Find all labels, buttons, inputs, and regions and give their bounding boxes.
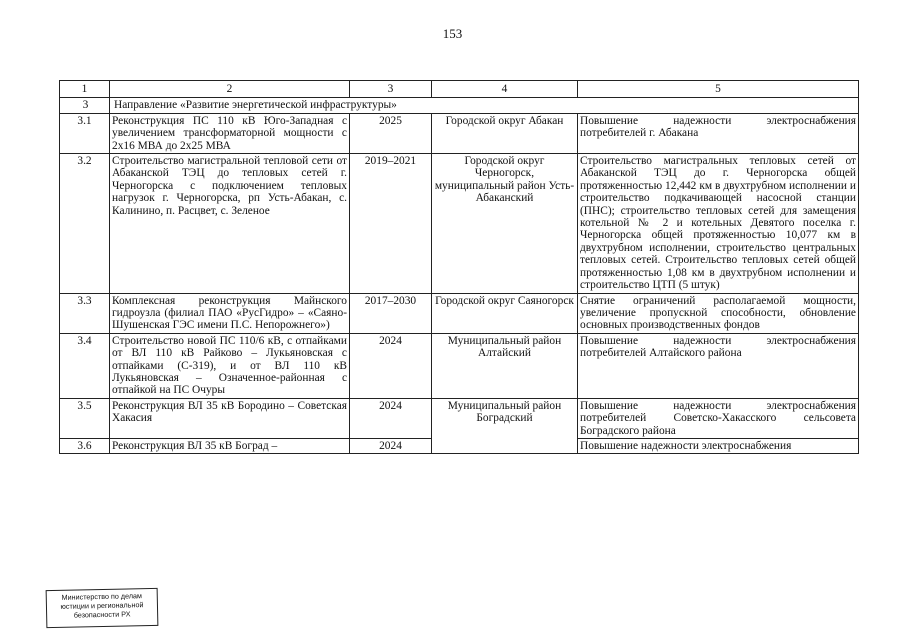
project-years: 2024 <box>350 333 432 398</box>
ministry-stamp <box>46 588 159 628</box>
page-number: 153 <box>442 26 463 41</box>
stamp-line: безопасности РХ <box>73 609 131 620</box>
project-name: Реконструкция ПС 110 кВ Юго-Западная с увеличением трансформаторной мощности с 2х16 МВА до 2х25 МВА <box>110 113 350 153</box>
project-effect: Повышение надежности электроснабжения <box>578 438 859 453</box>
row-number: 3.4 <box>60 333 110 398</box>
project-years: 2024 <box>350 398 432 438</box>
section-title: Направление «Развитие энергетической инфраструктуры» <box>110 98 859 113</box>
stamp-line: юстиции и региональной <box>60 600 144 611</box>
table-row <box>60 293 859 333</box>
stamp-line: Министерство по делам <box>61 591 143 602</box>
projects-table <box>59 80 859 454</box>
table-row <box>60 113 859 153</box>
column-header-2: 2 <box>110 81 350 98</box>
header-row <box>60 81 859 98</box>
project-name: Строительство магистральной тепловой сети от Абаканской ТЭЦ до тепловых сетей г. Черногорска с подключением тепловых нагрузок г. Черногорска, рп Усть-Абакан, с. Калинино, п. Расцвет, с. Зеленое <box>110 154 350 293</box>
project-name: Реконструкция ВЛ 35 кВ Боград – <box>110 438 350 453</box>
project-effect: Строительство магистральных тепловых сетей от Абаканской ТЭЦ до г. Черногорска общей протяженностью 12,442 км в двухтрубном исполнении и строительство подкачивающей насосной станции (ПНС); строительство тепловых сетей для замещения котельной № 2 и котельных Девятого поселка г. Черногорска общей протяженностью 10,077 км в двухтрубном исполнении, строительство центральных тепловых сетей. Строительство тепловых сетей общей протяженностью 1,08 км в двухтрубном исполнении и строительство ЦТП (5 штук) <box>578 154 859 293</box>
table-row <box>60 154 859 293</box>
project-name: Реконструкция ВЛ 35 кВ Бородино – Советская Хакасия <box>110 398 350 438</box>
project-effect: Снятие ограничений располагаемой мощности, увеличение пропускной способности, обновление основных производственных фондов <box>578 293 859 333</box>
project-effect: Повышение надежности электроснабжения потребителей Советско-Хакасского сельсовета Боградского района <box>578 398 859 438</box>
project-location: Городской округ Абакан <box>432 113 578 153</box>
project-years: 2025 <box>350 113 432 153</box>
row-number: 3.6 <box>60 438 110 453</box>
section-number: 3 <box>60 98 110 113</box>
column-header-1: 1 <box>60 81 110 98</box>
column-header-4: 4 <box>432 81 578 98</box>
table-row <box>60 398 859 438</box>
project-name: Строительство новой ПС 110/6 кВ, с отпайками от ВЛ 110 кВ Райково – Лукьяновская с отпайками (С-319), и от ВЛ 110 кВ Лукьяновская – Означенное-районная с отпайкой на ПС Очуры <box>110 333 350 398</box>
column-header-3: 3 <box>350 81 432 98</box>
project-location: Муниципальный район Алтайский <box>432 333 578 398</box>
project-location: Городской округ Черногорск, муниципальный район Усть-Абаканский <box>432 154 578 293</box>
project-years: 2024 <box>350 438 432 453</box>
section-row <box>60 98 859 113</box>
row-number: 3.2 <box>60 154 110 293</box>
row-number: 3.5 <box>60 398 110 438</box>
row-number: 3.3 <box>60 293 110 333</box>
column-header-5: 5 <box>578 81 859 98</box>
project-location: Муниципальный район Боградский <box>432 398 578 454</box>
project-name: Комплексная реконструкция Майнского гидроузла (филиал ПАО «РусГидро» – «Саяно-Шушенская ГЭС имени П.С. Непорожнего») <box>110 293 350 333</box>
project-location: Городской округ Саяногорск <box>432 293 578 333</box>
project-effect: Повышение надежности электроснабжения потребителей г. Абакана <box>578 113 859 153</box>
project-years: 2017–2030 <box>350 293 432 333</box>
project-years: 2019–2021 <box>350 154 432 293</box>
table-row <box>60 333 859 398</box>
row-number: 3.1 <box>60 113 110 153</box>
project-effect: Повышение надежности электроснабжения потребителей Алтайского района <box>578 333 859 398</box>
